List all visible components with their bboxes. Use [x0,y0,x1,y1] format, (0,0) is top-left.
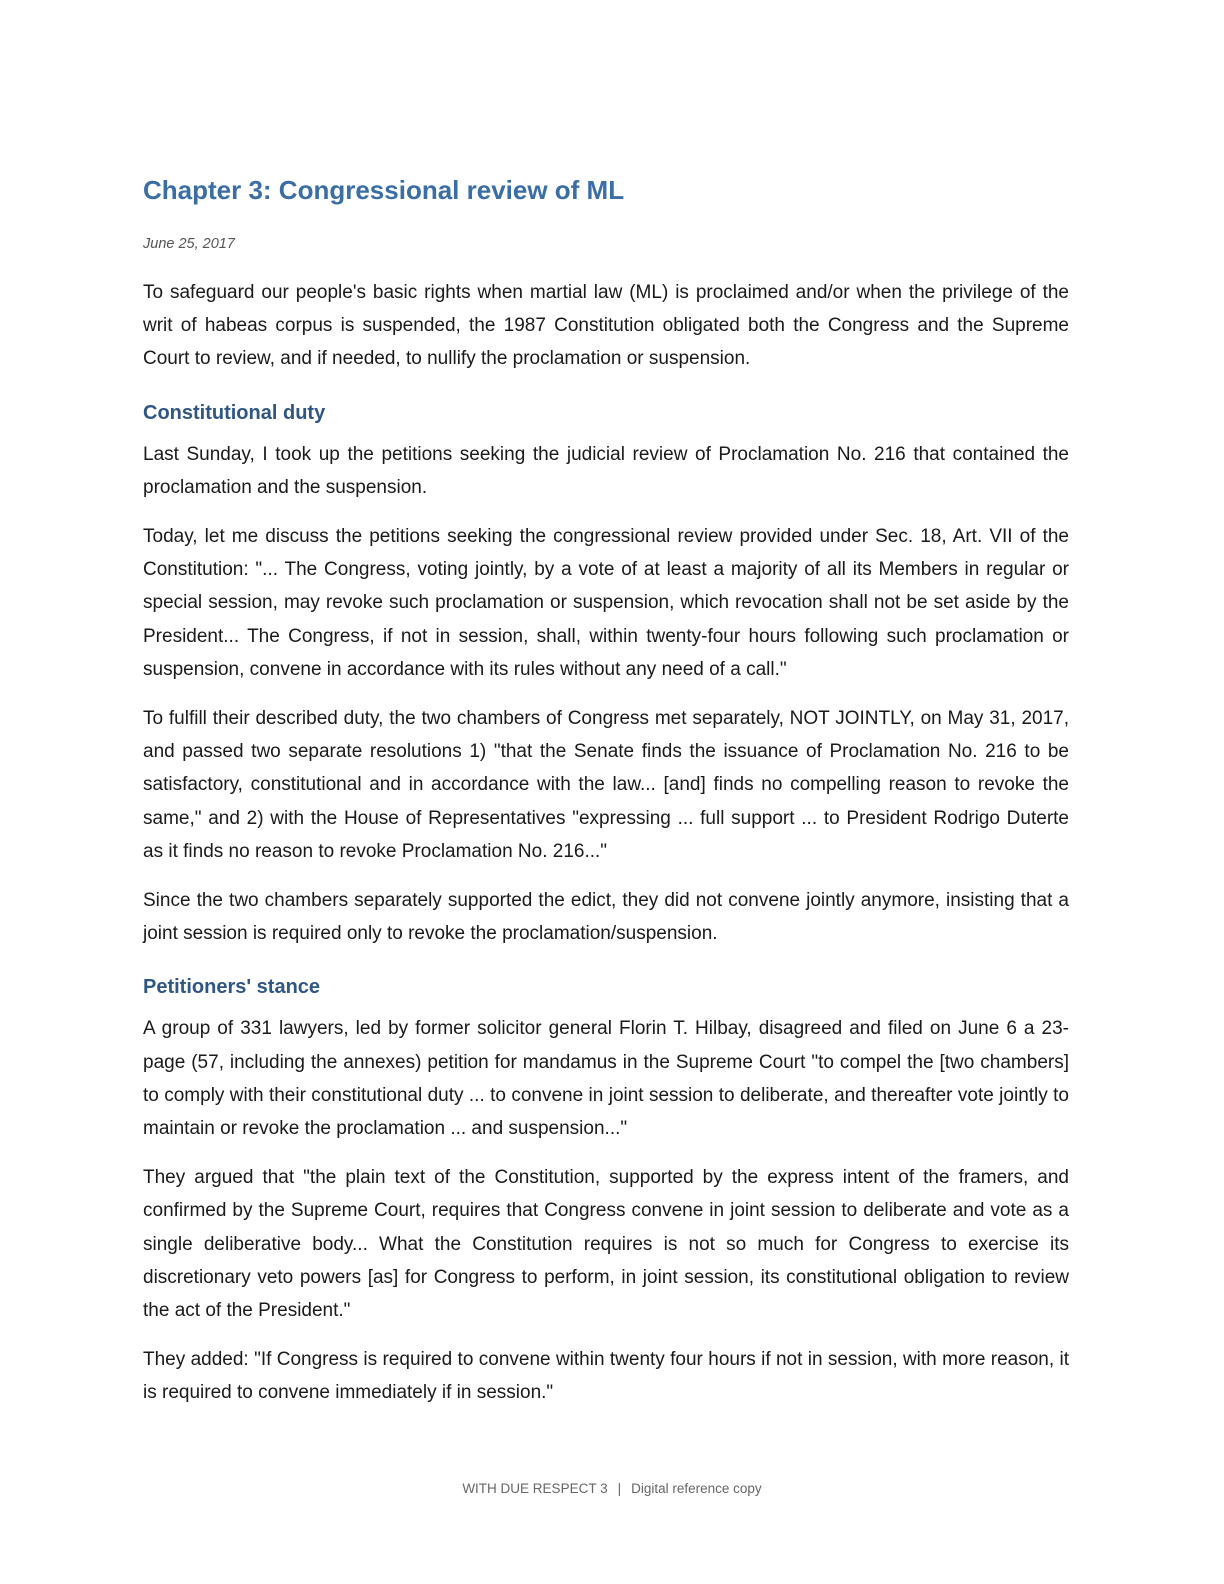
document-page [143,172,1069,1426]
footer-book-title: WITH DUE RESPECT 3 [462,1481,608,1496]
section-heading-petitioners-stance: Petitioners' stance [143,976,321,999]
footer-copy-note: Digital reference copy [631,1481,762,1496]
paragraph: They argued that "the plain text of the Constitution, supported by the express intent of the framers, and confirmed by the Supreme Court, requires that Congress convene in joint session to deliberate and vote as a single deliberative body... What the Constitution requires is not so much for Congress to exercise its discretionary veto powers [as] for Congress to perform, in joint session, its constitutional obligation to review the act of the President." [143,1167,1069,1322]
paragraph: To fulfill their described duty, the two chambers of Congress met separately, NOT JOINTLY, on May 31, 2017, and passed two separate resolutions 1) "that the Senate finds the issuance of Proclamation No. 216 to be satisfactory, constitutional and in accordance with the law... [and] finds no compelling reason to revoke the same," and 2) with the House of Representatives "expressing ... full support ... to President Rodrigo Duterte as it finds no reason to revoke Proclamation No. 216..." [143,708,1069,862]
paragraph: Since the two chambers separately supported the edict, they did not convene jointly anymore, insisting that a joint session is required only to revoke the proclamation/suspension. [143,890,1069,945]
intro-paragraph: To safeguard our people's basic rights when martial law (ML) is proclaimed and/or when the privilege of the writ of habeas corpus is suspended, the 1987 Constitution obligated both the Congress and the Supreme Court to review, and if needed, to nullify the proclamation or suspension. [143,282,1069,370]
footer-separator: | [617,1481,622,1496]
paragraph: They added: "If Congress is required to convene within twenty four hours if not in session, with more reason, it is required to convene immediately if in session." [143,1349,1069,1404]
paragraph: A group of 331 lawyers, led by former solicitor general Florin T. Hilbay, disagreed and filed on June 6 a 23-page (57, including the annexes) petition for mandamus in the Supreme Court "to compel the [two chambers] to comply with their constitutional duty ... to convene in joint session to deliberate, and thereafter vote jointly to maintain or revoke the proclamation ... and suspension..." [143,1018,1069,1140]
paragraph: Today, let me discuss the petitions seeking the congressional review provided under Sec. 18, Art. VII of the Constitution: "... The Congress, voting jointly, by a vote of at least a majority of all its Members in regular or special session, may revoke such proclamation or suspension, which revocation shall not be set aside by the President... The Congress, if not in session, shall, within twenty-four hours following such proclamation or suspension, convene in accordance with its rules without any need of a call." [143,526,1069,680]
page-footer [0,1479,1224,1499]
section-heading-constitutional-duty: Constitutional duty [143,401,326,424]
paragraph: Last Sunday, I took up the petitions seeking the judicial review of Proclamation No. 216 that contained the proclamation and the suspension. [143,443,1069,498]
publication-date: June 25, 2017 [143,236,235,252]
chapter-title: Chapter 3: Congressional review of ML [143,175,625,205]
